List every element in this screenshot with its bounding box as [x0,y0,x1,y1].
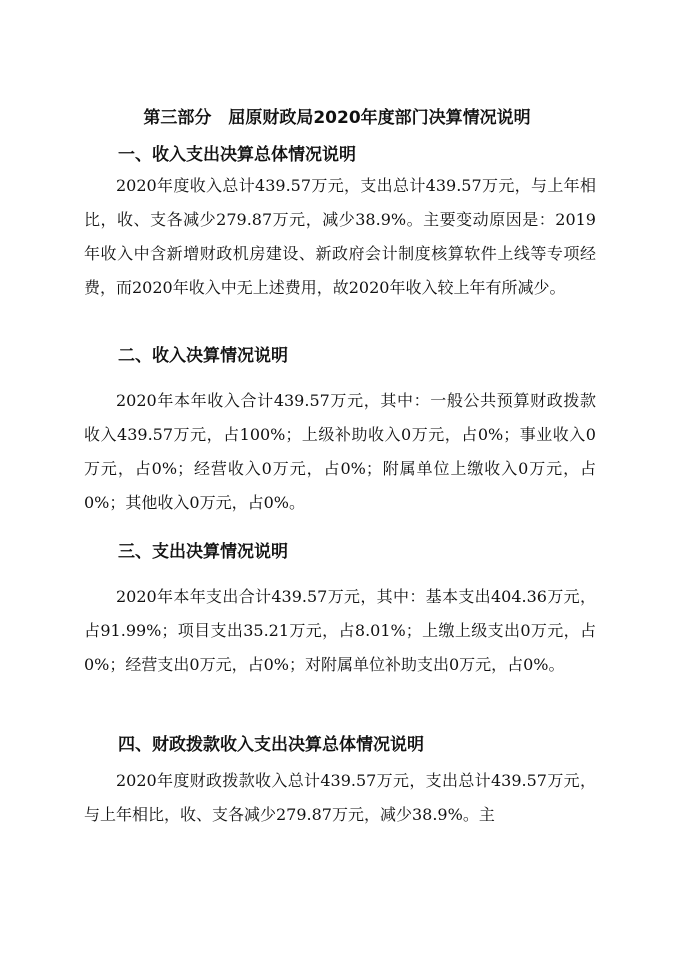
section-heading-income-expenditure-overview: 一、收入支出决算总体情况说明 [118,145,356,165]
document-title: 第三部分 屈原财政局2020年度部门决算情况说明 [143,108,531,128]
section-body-income-expenditure-overview: 2020年度收入总计439.57万元，支出总计439.57万元，与上年相比，收、支各减少279.87万元，减少38.9%。主要变动原因是：2019年收入中含新增财政机房建设、新政府会计制度核算软件上线等专项经费，而2020年收入中无上述费用，故2020年收入较上年有所减少。 [84,176,596,297]
section-body-fiscal-appropriation: 2020年度财政拨款收入总计439.57万元，支出总计439.57万元，与上年相比，收、支各减少279.87万元，减少38.9%。主 [84,771,596,824]
section-heading-fiscal-appropriation: 四、财政拨款收入支出决算总体情况说明 [118,735,424,755]
section-heading-income: 二、收入决算情况说明 [118,346,288,366]
section-heading-expenditure: 三、支出决算情况说明 [118,542,288,562]
section-body-expenditure: 2020年本年支出合计439.57万元，其中：基本支出404.36万元，占91.99%；项目支出35.21万元，占8.01%；上缴上级支出0万元，占0%；经营支出0万元，占0%；对附属单位补助支出0万元，占0%。 [84,587,596,674]
section-body-income: 2020年本年收入合计439.57万元，其中：一般公共预算财政拨款收入439.57万元，占100%；上级补助收入0万元，占0%；事业收入0万元，占0%；经营收入0万元，占0%；附属单位上缴收入0万元，占0%；其他收入0万元，占0%。 [84,391,596,512]
